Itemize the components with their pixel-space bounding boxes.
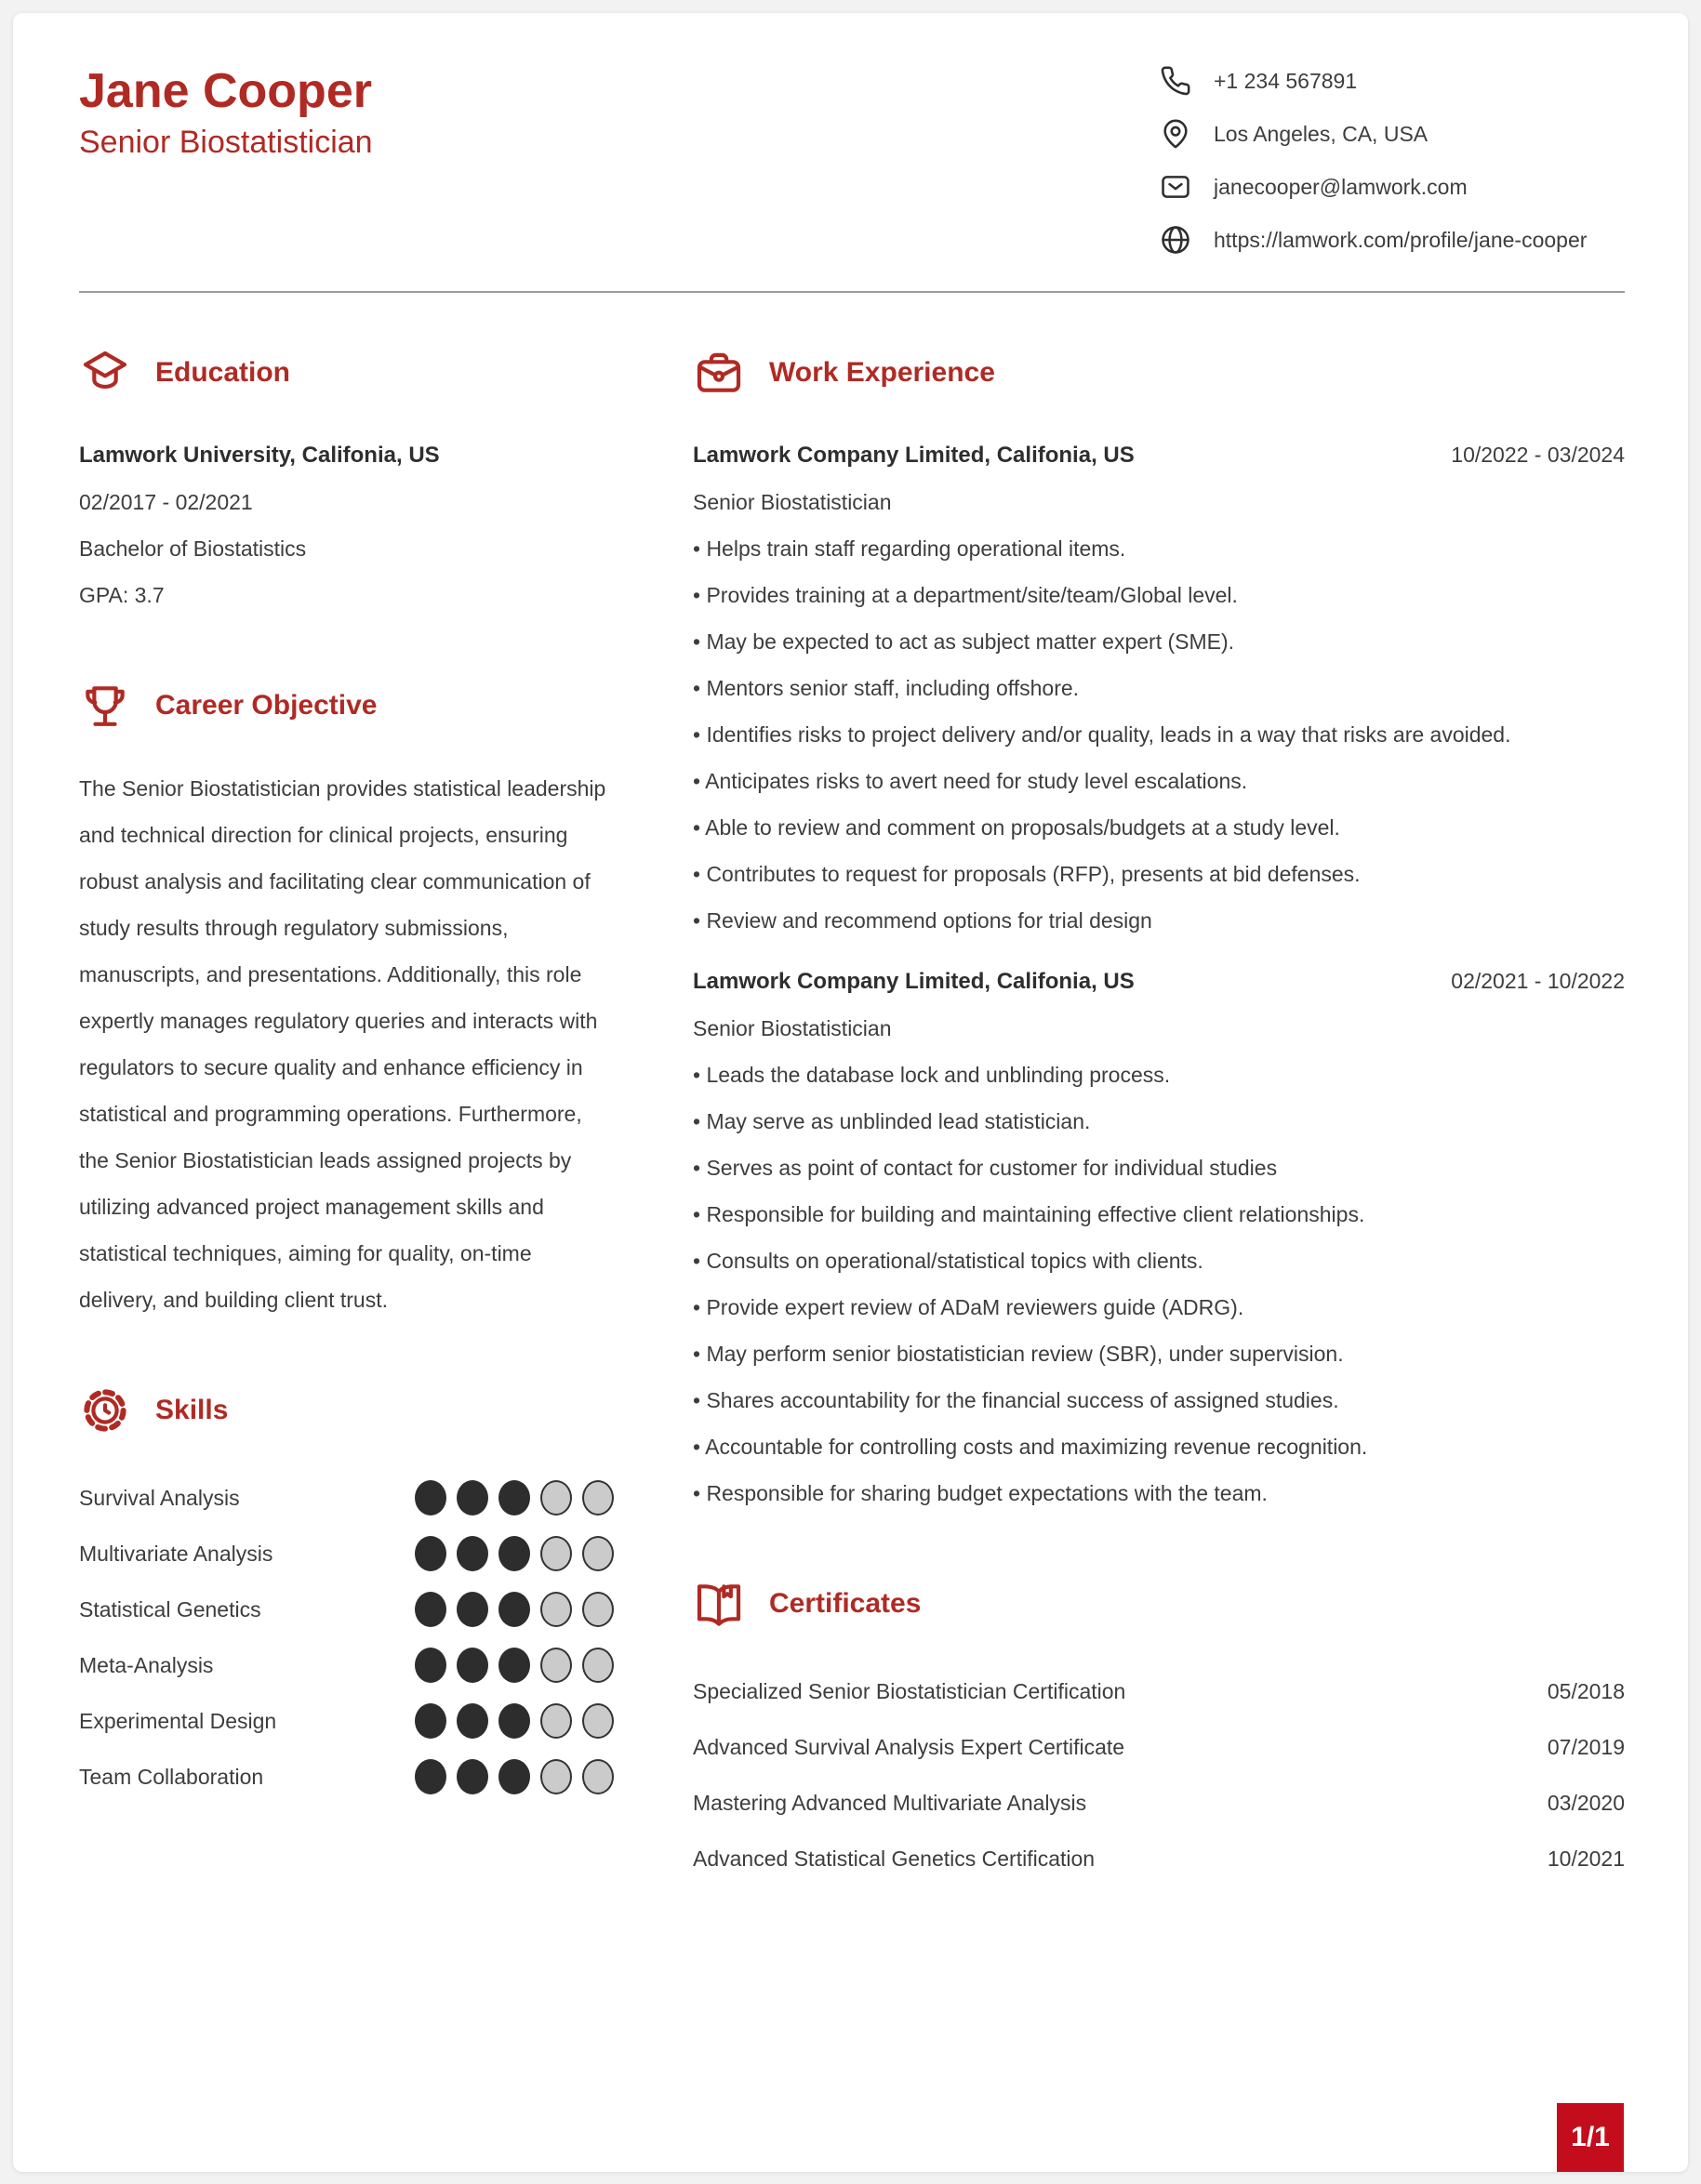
skill-dot-filled xyxy=(498,1703,530,1739)
job-bullet: • Review and recommend options for trial design xyxy=(693,908,1152,933)
education-gpa: GPA: 3.7 xyxy=(79,583,165,607)
skill-dot-filled xyxy=(457,1703,488,1739)
contact-item xyxy=(1160,65,1625,97)
job-role: Senior Biostatistician xyxy=(693,490,892,514)
right-column xyxy=(693,347,1625,1948)
skills-section-title: Skills xyxy=(155,1395,229,1425)
certificate-row xyxy=(693,1831,1625,1886)
skill-dot-filled xyxy=(415,1536,446,1571)
left-column xyxy=(79,347,614,1948)
work-experience-section xyxy=(693,347,1625,1516)
skill-dot-filled xyxy=(498,1536,530,1571)
education-degree: Bachelor of Biostatistics xyxy=(79,536,307,561)
job-bullet: • Contributes to request for proposals (RFP), presents at bid defenses. xyxy=(693,862,1361,886)
skill-level-dots xyxy=(415,1703,614,1739)
skill-level-dots xyxy=(415,1648,614,1683)
certificate-name: Specialized Senior Biostatistician Certification xyxy=(693,1678,1126,1703)
skill-dot-filled xyxy=(415,1480,446,1516)
skill-dot-filled xyxy=(498,1648,530,1683)
header-divider xyxy=(79,291,1625,293)
career-objective-section-title: Career Objective xyxy=(155,690,378,721)
certificate-name: Advanced Statistical Genetics Certification xyxy=(693,1846,1096,1871)
skills-list xyxy=(79,1470,614,1805)
skill-level-dots xyxy=(415,1536,614,1571)
badge-clock-icon xyxy=(79,1384,131,1436)
skill-dot-filled xyxy=(457,1759,488,1794)
contact-text: +1 234 567891 xyxy=(1214,68,1358,93)
job-bullet: • Able to review and comment on proposals/budgets at a study level. xyxy=(693,815,1340,840)
skill-dot-empty xyxy=(582,1648,614,1683)
contact-item xyxy=(1160,118,1625,150)
email-icon xyxy=(1160,171,1191,203)
skill-dot-filled xyxy=(498,1759,530,1794)
skill-dot-filled xyxy=(457,1480,488,1516)
education-section-header xyxy=(79,347,614,399)
job-entry xyxy=(693,959,1625,1516)
skill-level-dots xyxy=(415,1592,614,1627)
education-section xyxy=(79,347,614,618)
job-bullet: • Accountable for controlling costs and maximizing revenue recognition. xyxy=(693,1435,1368,1459)
job-bullet: • Responsible for sharing budget expectations with the team. xyxy=(693,1481,1268,1505)
skill-dot-filled xyxy=(457,1536,488,1571)
identity-block xyxy=(79,56,373,161)
skill-row xyxy=(79,1582,614,1637)
job-bullet: • May be expected to act as subject matter expert (SME). xyxy=(693,629,1235,654)
career-objective-text: The Senior Biostatistician provides statistical leadership and technical direction for clinical projects, ensuring robust analysis and facilitating clear communication of study results through regulatory submissions, manuscripts, and presentations. Additionally, this role expertly manages regulatory queries and interacts with regulators to secure quality and enhance efficiency in statistical and programming operations. Furthermore, the Senior Biostatistician leads assigned projects by utilizing advanced project management skills and statistical techniques, aiming for quality, on-time delivery, and building client trust. xyxy=(79,776,606,1312)
job-dates: 10/2022 - 03/2024 xyxy=(1451,443,1625,467)
education-section-title: Education xyxy=(155,357,291,388)
skill-dot-filled xyxy=(457,1648,488,1683)
job-header xyxy=(693,959,1625,1005)
skill-dot-filled xyxy=(498,1592,530,1627)
certificates-section-header xyxy=(693,1578,1625,1630)
job-bullet: • Leads the database lock and unblinding process. xyxy=(693,1063,1171,1087)
skill-dot-empty xyxy=(540,1480,572,1516)
job-bullet: • Provide expert review of ADaM reviewers guide (ADRG). xyxy=(693,1295,1244,1319)
skill-dot-empty xyxy=(540,1703,572,1739)
skill-name: Multivariate Analysis xyxy=(79,1541,273,1566)
job-bullet: • May serve as unblinded lead statistician. xyxy=(693,1109,1091,1133)
contact-block xyxy=(1160,65,1625,256)
skill-row xyxy=(79,1470,614,1526)
skill-level-dots xyxy=(415,1480,614,1516)
certificate-name: Mastering Advanced Multivariate Analysis xyxy=(693,1790,1087,1815)
job-bullet: • Shares accountability for the financial success of assigned studies. xyxy=(693,1388,1339,1412)
job-bullet: • Serves as point of contact for customer for individual studies xyxy=(693,1156,1278,1180)
skill-dot-filled xyxy=(415,1759,446,1794)
skill-dot-filled xyxy=(415,1592,446,1627)
job-bullet: • Helps train staff regarding operational items. xyxy=(693,536,1126,561)
work-experience-section-header xyxy=(693,347,1625,399)
job-bullet: • Mentors senior staff, including offshore. xyxy=(693,676,1080,700)
certificate-date: 03/2020 xyxy=(1547,1790,1625,1815)
education-school: Lamwork University, Califonia, US xyxy=(79,443,440,468)
content-columns xyxy=(79,347,1625,1948)
education-dates: 02/2017 - 02/2021 xyxy=(79,490,253,514)
skill-name: Statistical Genetics xyxy=(79,1596,261,1621)
person-name: Jane Cooper xyxy=(79,64,372,118)
certificates-list xyxy=(693,1663,1625,1886)
career-objective-section-header xyxy=(79,680,614,732)
job-bullet: • Responsible for building and maintaining effective client relationships. xyxy=(693,1202,1365,1226)
open-book-icon xyxy=(693,1578,745,1630)
job-role: Senior Biostatistician xyxy=(693,1016,892,1040)
job-dates: 02/2021 - 10/2022 xyxy=(1451,969,1625,993)
contact-text: janecooper@lamwork.com xyxy=(1214,174,1468,199)
briefcase-icon xyxy=(693,347,745,399)
job-bullet: • Identifies risks to project delivery and/or quality, leads in a way that risks are avoided. xyxy=(693,722,1511,747)
skill-dot-empty xyxy=(582,1592,614,1627)
job-bullet: • May perform senior biostatistician review (SBR), under supervision. xyxy=(693,1342,1344,1366)
page-indicator: 1/1 xyxy=(1557,2103,1624,2172)
career-objective-section xyxy=(79,680,614,1323)
skill-name: Meta-Analysis xyxy=(79,1652,214,1677)
skill-dot-filled xyxy=(415,1703,446,1739)
job-bullet: • Provides training at a department/site/team/Global level. xyxy=(693,583,1238,607)
contact-item xyxy=(1160,224,1625,256)
skills-section xyxy=(79,1384,614,1805)
certificate-date: 10/2021 xyxy=(1547,1846,1625,1871)
certificate-row xyxy=(693,1719,1625,1775)
resume-page xyxy=(13,13,1688,2172)
skill-dot-empty xyxy=(582,1480,614,1516)
skill-row xyxy=(79,1637,614,1693)
phone-icon xyxy=(1160,65,1191,97)
certificate-row xyxy=(693,1663,1625,1719)
job-entry xyxy=(693,432,1625,944)
job-company: Lamwork Company Limited, Califonia, US xyxy=(693,969,1135,994)
skill-dot-empty xyxy=(582,1536,614,1571)
skill-dot-empty xyxy=(540,1759,572,1794)
work-experience-section-title: Work Experience xyxy=(769,357,995,388)
certificate-date: 07/2019 xyxy=(1547,1734,1625,1759)
job-bullet: • Consults on operational/statistical topics with clients. xyxy=(693,1249,1203,1273)
graduation-cap-icon xyxy=(79,347,131,399)
skill-dot-empty xyxy=(540,1592,572,1627)
jobs-list xyxy=(693,432,1625,1516)
resume-header xyxy=(79,56,1625,256)
skill-dot-filled xyxy=(457,1592,488,1627)
job-header xyxy=(693,432,1625,479)
certificates-section xyxy=(693,1578,1625,1886)
skills-section-header xyxy=(79,1384,614,1436)
skill-dot-filled xyxy=(415,1648,446,1683)
skill-name: Experimental Design xyxy=(79,1708,277,1733)
location-icon xyxy=(1160,118,1191,150)
certificates-section-title: Certificates xyxy=(769,1588,922,1619)
skill-dot-empty xyxy=(540,1648,572,1683)
skill-dot-empty xyxy=(540,1536,572,1571)
job-company: Lamwork Company Limited, Califonia, US xyxy=(693,443,1135,468)
globe-icon xyxy=(1160,224,1191,256)
certificate-name: Advanced Survival Analysis Expert Certificate xyxy=(693,1734,1125,1759)
skill-row xyxy=(79,1526,614,1582)
certificate-row xyxy=(693,1775,1625,1831)
skill-level-dots xyxy=(415,1759,614,1794)
contact-item xyxy=(1160,171,1625,203)
skill-name: Survival Analysis xyxy=(79,1485,240,1510)
skill-dot-empty xyxy=(582,1703,614,1739)
skill-dot-empty xyxy=(582,1759,614,1794)
trophy-icon xyxy=(79,680,131,732)
skill-name: Team Collaboration xyxy=(79,1764,264,1789)
person-job-title: Senior Biostatistician xyxy=(79,125,373,161)
certificate-date: 05/2018 xyxy=(1547,1678,1625,1703)
job-bullet: • Anticipates risks to avert need for study level escalations. xyxy=(693,769,1248,793)
skill-row xyxy=(79,1749,614,1805)
skill-dot-filled xyxy=(498,1480,530,1516)
skill-row xyxy=(79,1693,614,1749)
contact-text: Los Angeles, CA, USA xyxy=(1214,121,1429,146)
contact-text: https://lamwork.com/profile/jane-cooper xyxy=(1214,227,1588,252)
